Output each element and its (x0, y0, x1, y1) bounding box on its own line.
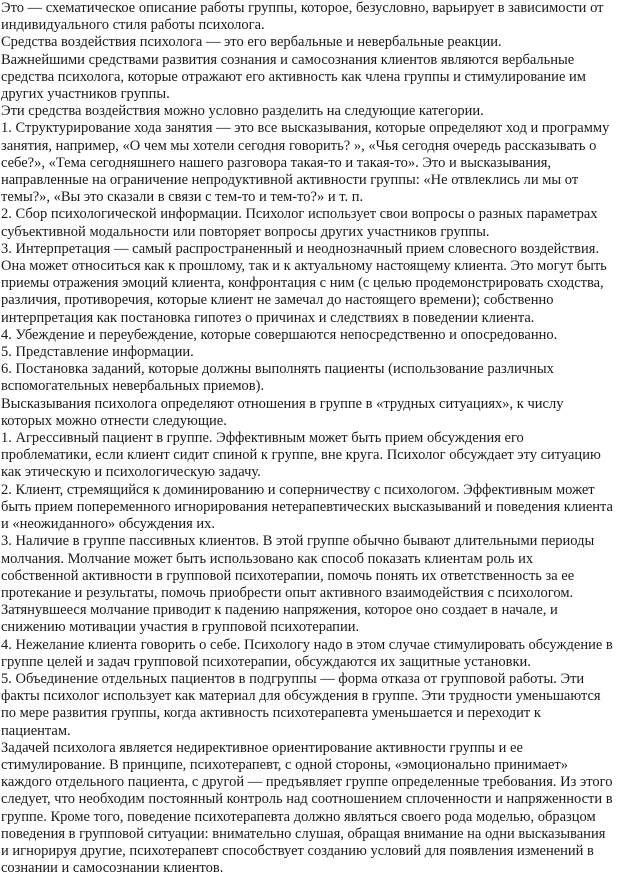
paragraph-categories-intro: Эти средства воздействия можно условно разделить на следующие категории. (1, 103, 484, 120)
list-item-task-setting: 6. Постановка заданий, которые должны выполнять пациенты (использование различных вспомогательных невербальных приемов). (1, 361, 554, 395)
paragraph-prolonged-silence: Затянувшееся молчание приводит к падению напряжения, которое оно создает в начале, и снижению мотивации участия в групповой психотерапии. (1, 602, 558, 636)
list-item-passive-clients: 3. Наличие в группе пассивных клиентов. В этой группе обычно бывают длительными периоды молчания. Молчание может быть использовано как способ показать клиентам роль их собственной активности в групповой психотерапии, помочь понять их ответственность за ее протекание и результаты, помочь приобрести опыт активного взаимодействия с психологом. (1, 533, 595, 601)
paragraph-intro: Это — схематическое описание работы группы, которое, безусловно, варьирует в зависимости от индивидуального стиля работы психолога. (1, 0, 604, 34)
list-item-information-gathering: 2. Сбор психологической информации. Психолог использует свои вопросы о разных параметрах субъективной модальности или повторяет вопросы других участников группы. (1, 206, 598, 240)
paragraph-difficult-situations: Высказывания психолога определяют отношения в группе в «трудных ситуациях», к числу которых можно отнести следующие. (1, 395, 564, 429)
list-item-aggressive-patient: 1. Агрессивный пациент в группе. Эффективным может быть прием обсуждения его проблематики, если клиент сидит спиной к группе, вне круга. Психолог обсуждает эту ситуацию как этическую и психологическую задачу. (1, 430, 601, 481)
paragraph-psychologist-task: Задачей психолога является недирективное ориентирование активности группы и ее стимулирование. В принципе, психотерапевт, с одной стороны, «эмоционально принимает» каждого отдельного пациента, с другой — предъявляет группе определенные требования. Из этого следует, что необходим постоянный контроль над соотношением сплоченности и напряженности в группе. Кроме того, поведение психотерапевта должно являться своего рода моделью, образцом поведения в групповой ситуации: внимательно слушая, обращая внимание на одни высказывания и игнорируя другие, психотерапевт способствует созданию условий для появления изменений в сознании и самосознании клиентов. (1, 739, 613, 877)
paragraph-means-definition: Средства воздействия психолога — это его вербальные и невербальные реакции. (1, 34, 502, 51)
list-item-subgroups: 5. Объединение отдельных пациентов в подгруппы — форма отказа от групповой работы. Эти факты психолог использует как материал для обсуждения в группе. Эти трудности уменьшаются по мере развития группы, когда активность психотерапевта уменьшается и переходит к пациентам. (1, 670, 601, 739)
list-item-interpretation: 3. Интерпретация — самый распространенный и неоднозначный прием словесного воздействия. Она может относиться как к прошлому, так и к актуальному настоящему клиента. Это могут быть приемы отражения эмоций клиента, конфронтация с ним (с целью продемонстрировать сходства, различия, противоречия, которые клиент не замечал до настоящего времени); собственно интерпретация как постановка гипотез о причинах и следствиях в поведении клиента. (1, 240, 607, 326)
list-item-unwilling-client: 4. Нежелание клиента говорить о себе. Психологу надо в этом случае стимулировать обсуждение в группе целей и задач групповой психотерапии, обсуждаются их защитные установки. (1, 636, 613, 670)
paragraph-verbal-means: Важнейшими средствами развития сознания и самосознания клиентов являются вербальные средства психолога, которые отражают его активность как члена группы и стимулирование им других участников группы. (1, 51, 586, 103)
list-item-information-presentation: 5. Представление информации. (1, 344, 194, 361)
list-item-structuring: 1. Структурирование хода занятия — это все высказывания, которые определяют ход и программу занятия, например, «О чем мы хотели сегодня говорить? », «Чья сегодня очередь рассказывать о себе?», «Тема сегодняшнего нашего разговора такая-то и такая-то». Это и высказывания, направленные на ограничение непродуктивной активности группы: «Не отвлеклись ли мы от темы?», «Вы это сказали в связи с тем-то и тем-то?» и т. п. (1, 120, 610, 206)
list-item-dominating-client: 2. Клиент, стремящийся к доминированию и соперничеству с психологом. Эффективным может быть прием попеременного игнорирования нетерапевтических высказываний и поведения клиента и «неожиданного» обсуждения их. (1, 481, 613, 533)
list-item-persuasion: 4. Убеждение и переубеждение, которые совершаются непосредственно и опосредованно. (1, 326, 558, 343)
